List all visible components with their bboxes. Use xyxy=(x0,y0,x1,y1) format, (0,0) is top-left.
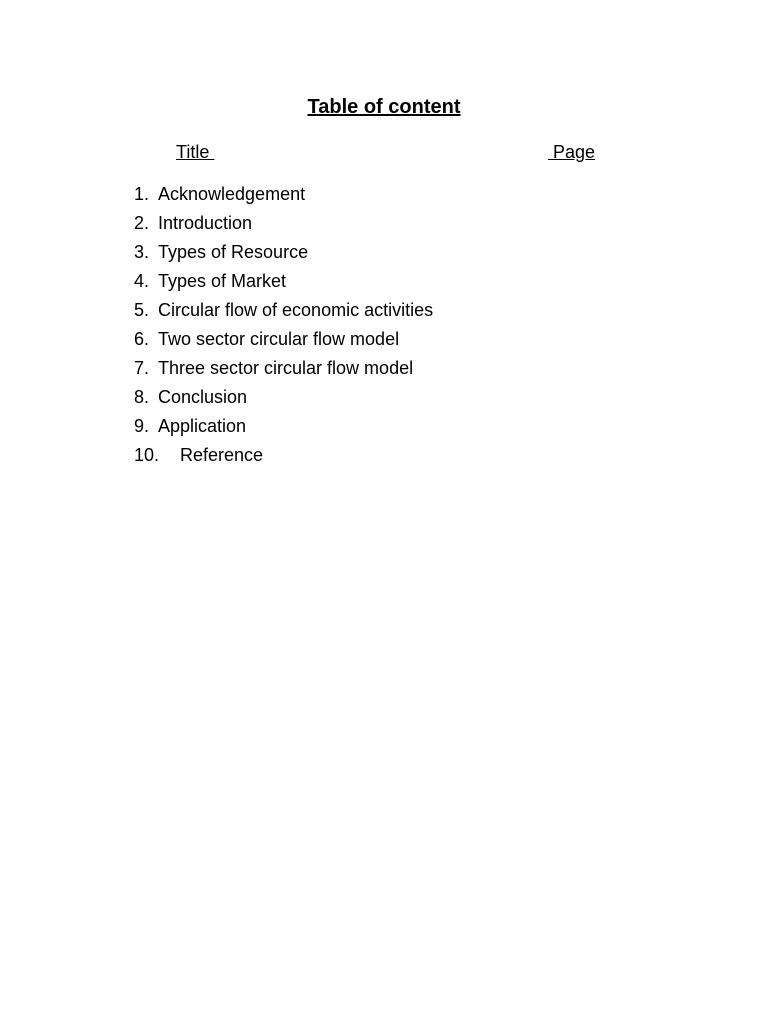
toc-item xyxy=(134,354,433,383)
toc-item xyxy=(134,180,433,209)
toc-item-number: 9. xyxy=(134,416,150,436)
toc-item-number: 5. xyxy=(134,300,150,320)
toc-item-label: Types of Resource xyxy=(158,242,309,262)
toc-list xyxy=(134,180,433,470)
toc-item-label: Application xyxy=(158,416,247,436)
toc-item xyxy=(134,325,433,354)
toc-item xyxy=(134,383,433,412)
toc-item-label: Two sector circular flow model xyxy=(158,329,400,349)
toc-item xyxy=(134,412,433,441)
toc-item-number: 1. xyxy=(134,184,150,204)
toc-item-number: 10. xyxy=(134,445,160,465)
column-header-title: Title xyxy=(176,142,215,162)
toc-item-number: 4. xyxy=(134,271,150,291)
toc-item-number: 3. xyxy=(134,242,150,262)
toc-item xyxy=(134,209,433,238)
toc-item-label: Acknowledgement xyxy=(158,184,306,204)
toc-item xyxy=(134,296,433,325)
toc-item-label: Three sector circular flow model xyxy=(158,358,414,378)
toc-item-number: 2. xyxy=(134,213,150,233)
toc-item-number: 7. xyxy=(134,358,150,378)
toc-item-number: 8. xyxy=(134,387,150,407)
toc-item xyxy=(134,238,433,267)
column-header-page: Page xyxy=(548,142,596,162)
toc-item-label: Reference xyxy=(180,445,264,465)
toc-item-number: 6. xyxy=(134,329,150,349)
page-title: Table of content xyxy=(307,96,461,118)
toc-item-label: Types of Market xyxy=(158,271,287,291)
toc-item xyxy=(134,267,433,296)
toc-item-label: Introduction xyxy=(158,213,253,233)
toc-item-label: Conclusion xyxy=(158,387,248,407)
toc-item xyxy=(134,441,433,470)
toc-item-label: Circular flow of economic activities xyxy=(158,300,434,320)
